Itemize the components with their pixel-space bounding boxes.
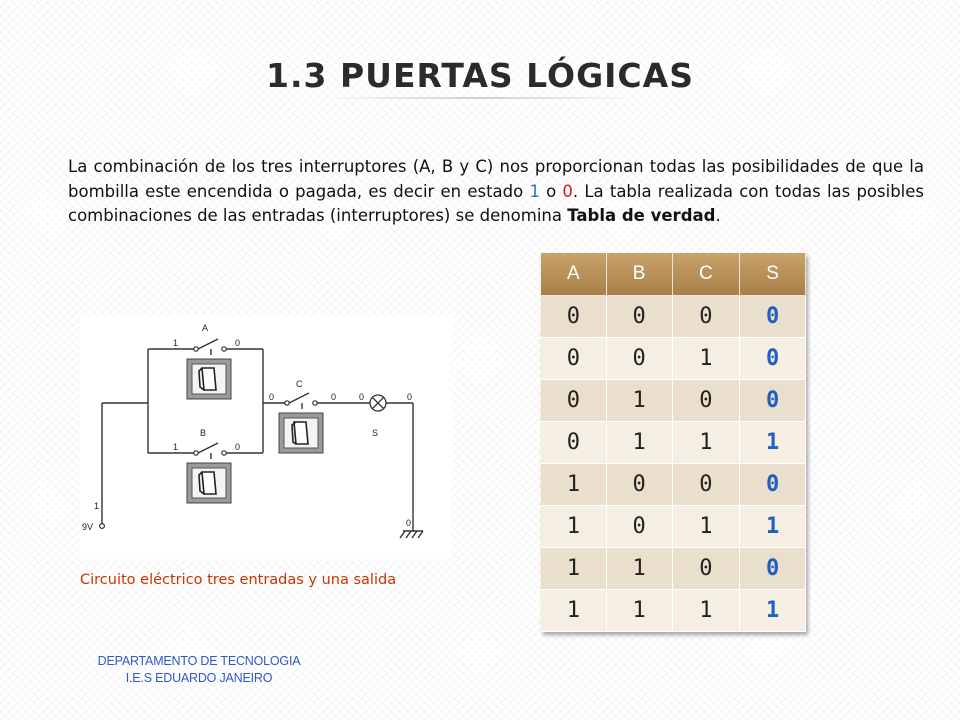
output-cell: 1 — [740, 422, 806, 464]
switch-b-contact-2 — [222, 451, 226, 455]
label-c-zero-1: 0 — [269, 392, 275, 402]
intro-paragraph — [68, 155, 924, 229]
footer — [84, 653, 314, 687]
circuit-svg — [80, 316, 450, 559]
input-cell: 1 — [673, 506, 741, 548]
label-switch-a: A — [202, 323, 209, 333]
switch-c-image — [279, 413, 323, 453]
state-one-text: 1 — [529, 181, 540, 201]
switch-a-contact-1 — [194, 347, 198, 351]
header-s: S — [740, 253, 806, 296]
footer-department: DEPARTAMENTO DE TECNOLOGIA — [97, 654, 301, 668]
input-cell: 0 — [607, 464, 673, 506]
truth-table-term: Tabla de verdad — [567, 206, 716, 225]
header-a: A — [541, 253, 607, 296]
truth-table-row — [541, 296, 806, 338]
label-lamp-zero-2: 0 — [407, 392, 413, 402]
input-cell: 0 — [607, 338, 673, 380]
input-cell: 0 — [607, 506, 673, 548]
output-cell: 0 — [740, 338, 806, 380]
input-cell: 1 — [673, 422, 741, 464]
label-b-one: 1 — [173, 442, 179, 452]
label-source-one: 1 — [94, 501, 100, 511]
input-cell: 1 — [673, 338, 741, 380]
input-cell: 1 — [607, 590, 673, 632]
ground-hatch-4 — [418, 531, 423, 538]
ground-hatch-1 — [400, 531, 405, 538]
truth-table-row — [541, 338, 806, 380]
truth-table-row — [541, 506, 806, 548]
state-zero-text: 0 — [562, 181, 573, 201]
output-cell: 0 — [740, 380, 806, 422]
input-cell: 1 — [541, 590, 607, 632]
header-c: C — [673, 253, 741, 296]
paragraph-text-2: . La tabla realizada con todas las posibles combinaciones de las entradas (interruptores) se denomina — [68, 181, 924, 225]
switch-a-image — [187, 359, 231, 399]
input-cell: 1 — [673, 590, 741, 632]
truth-table — [541, 253, 806, 632]
switch-a-blade — [198, 339, 218, 349]
truth-table-row — [541, 464, 806, 506]
truth-table-row — [541, 548, 806, 590]
switch-c-blade — [289, 393, 309, 403]
truth-table-row — [541, 422, 806, 464]
input-cell: 0 — [541, 296, 607, 338]
slide-title: 1.3 PUERTAS LÓGICAS — [0, 56, 960, 99]
input-cell: 1 — [541, 548, 607, 590]
ground-hatch-3 — [412, 531, 417, 538]
input-cell: 1 — [607, 422, 673, 464]
label-switch-c: C — [296, 379, 303, 389]
label-a-zero: 0 — [235, 338, 241, 348]
output-cell: 1 — [740, 590, 806, 632]
output-cell: 0 — [740, 296, 806, 338]
paragraph-text-1: La combinación de los tres interruptores (A, B y C) nos proporcionan todas las posibilidades de que la bombilla este encendida o pagada, es decir en estado — [68, 157, 924, 201]
truth-table-row — [541, 590, 806, 632]
output-cell: 1 — [740, 506, 806, 548]
paragraph-text-between: o — [539, 181, 563, 201]
input-cell: 1 — [541, 464, 607, 506]
source-terminal — [100, 524, 105, 529]
circuit-caption: Circuito eléctrico tres entradas y una salida — [80, 572, 397, 588]
output-cell: 0 — [740, 464, 806, 506]
input-cell: 0 — [541, 422, 607, 464]
label-source: 9V — [82, 522, 94, 532]
truth-table-body — [541, 296, 806, 632]
label-switch-b: B — [200, 428, 207, 438]
switch-c-contact-2 — [313, 401, 317, 405]
switch-b-blade — [198, 443, 218, 453]
label-b-zero: 0 — [235, 442, 241, 452]
switch-b-image — [187, 463, 231, 503]
input-cell: 0 — [673, 548, 741, 590]
ground-hatch-2 — [406, 531, 411, 538]
label-ground-zero: 0 — [406, 518, 412, 528]
truth-table-row — [541, 380, 806, 422]
circuit-diagram — [80, 316, 450, 559]
input-cell: 0 — [541, 380, 607, 422]
label-c-zero-2: 0 — [331, 392, 337, 402]
input-cell: 1 — [607, 380, 673, 422]
label-a-one: 1 — [173, 338, 179, 348]
paragraph-end: . — [715, 206, 721, 225]
input-cell: 0 — [607, 296, 673, 338]
footer-school: I.E.S EDUARDO JANEIRO — [125, 671, 273, 685]
lamp-icon — [370, 395, 386, 411]
header-b: B — [607, 253, 673, 296]
label-lamp-zero-1: 0 — [359, 392, 365, 402]
output-cell: 0 — [740, 548, 806, 590]
switch-b-contact-1 — [194, 451, 198, 455]
input-cell: 1 — [607, 548, 673, 590]
input-cell: 1 — [541, 506, 607, 548]
switch-a-contact-2 — [222, 347, 226, 351]
label-lamp: S — [372, 428, 379, 438]
switch-c-contact-1 — [285, 401, 289, 405]
input-cell: 0 — [541, 338, 607, 380]
input-cell: 0 — [673, 380, 741, 422]
input-cell: 0 — [673, 464, 741, 506]
input-cell: 0 — [673, 296, 741, 338]
truth-table-header-row — [541, 253, 806, 296]
